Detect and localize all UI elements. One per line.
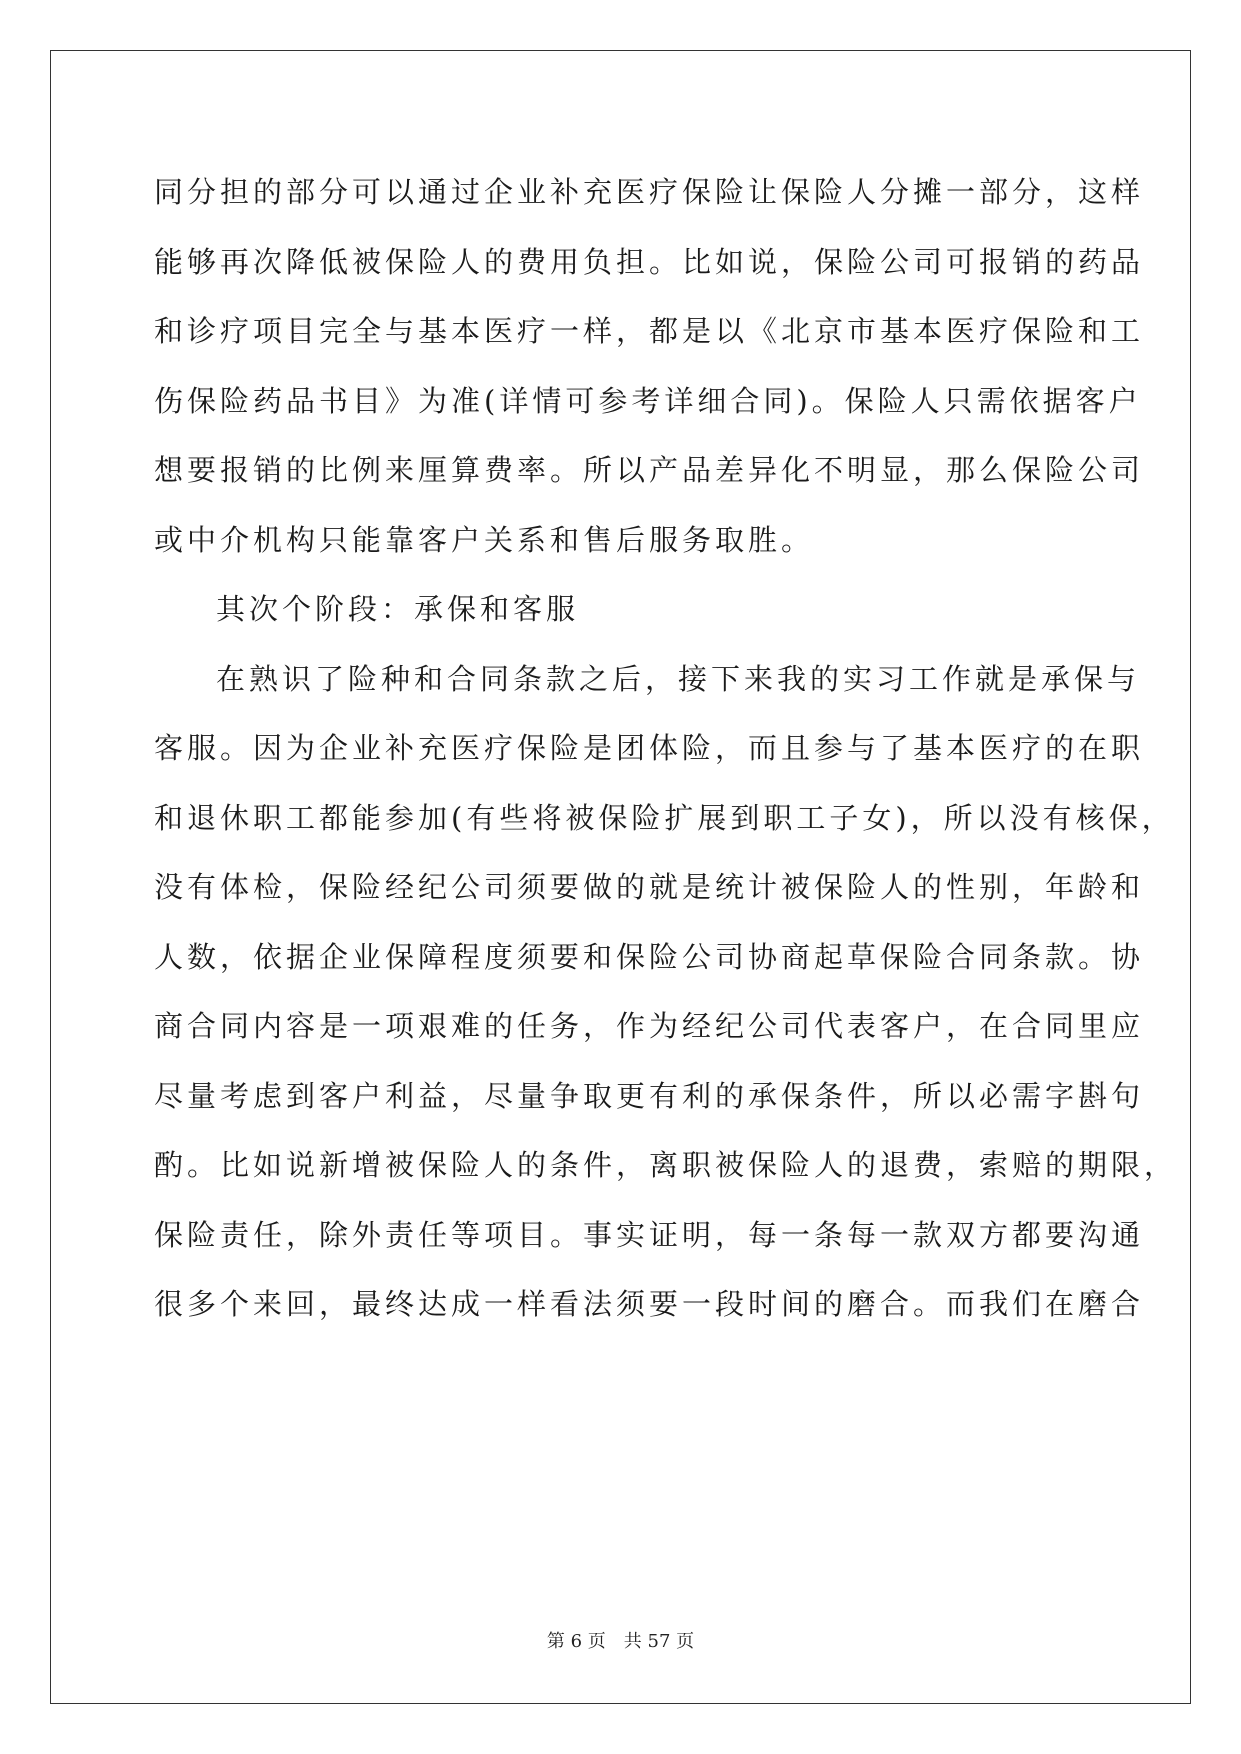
text-line-10: 和退休职工都能参加(有些将被保险扩展到职工子女)，所以没有核保， [154, 800, 1175, 835]
text-line-4: 伤保险药品书目》为准(详情可参考详细合同)。保险人只需依据客户 [154, 383, 1142, 418]
section-heading: 其次个阶段：承保和客服 [216, 592, 580, 626]
page-number: 第 6 页 [546, 1631, 606, 1652]
page-footer [0, 1627, 1241, 1653]
page-total: 共 57 页 [623, 1631, 695, 1652]
text-line-3: 和诊疗项目完全与基本医疗一样，都是以《北京市基本医疗保险和工 [154, 314, 1145, 348]
text-line-12: 人数，依据企业保障程度须要和保险公司协商起草保险合同条款。协 [154, 939, 1145, 974]
text-line-1: 同分担的部分可以通过企业补充医疗保险让保险人分摊一部分，这样 [154, 175, 1145, 209]
text-line-6: 或中介机构只能靠客户关系和售后服务取胜。 [154, 522, 815, 557]
text-line-11: 没有体检，保险经纪公司须要做的就是统计被保险人的性别，年龄和 [154, 870, 1145, 904]
text-line-5: 想要报销的比例来厘算费率。所以产品差异化不明显，那么保险公司 [154, 453, 1145, 487]
text-line-8: 在熟识了险种和合同条款之后，接下来我的实习工作就是承保与 [216, 661, 1141, 696]
text-line-9: 客服。因为企业补充医疗保险是团体险，而且参与了基本医疗的在职 [154, 731, 1145, 765]
text-line-15: 酌。比如说新增被保险人的条件，离职被保险人的退费，索赔的期限， [154, 1148, 1178, 1182]
text-line-14: 尽量考虑到客户利益，尽量争取更有利的承保条件，所以必需字斟句 [154, 1078, 1145, 1113]
text-line-13: 商合同内容是一项艰难的任务，作为经纪公司代表客户，在合同里应 [154, 1009, 1145, 1043]
document-body [154, 162, 1178, 1344]
text-line-2: 能够再次降低被保险人的费用负担。比如说，保险公司可报销的药品 [154, 244, 1145, 279]
text-line-17: 很多个来回，最终达成一样看法须要一段时间的磨合。而我们在磨合 [154, 1287, 1145, 1321]
text-line-16: 保险责任，除外责任等项目。事实证明，每一条每一款双方都要沟通 [154, 1217, 1145, 1252]
